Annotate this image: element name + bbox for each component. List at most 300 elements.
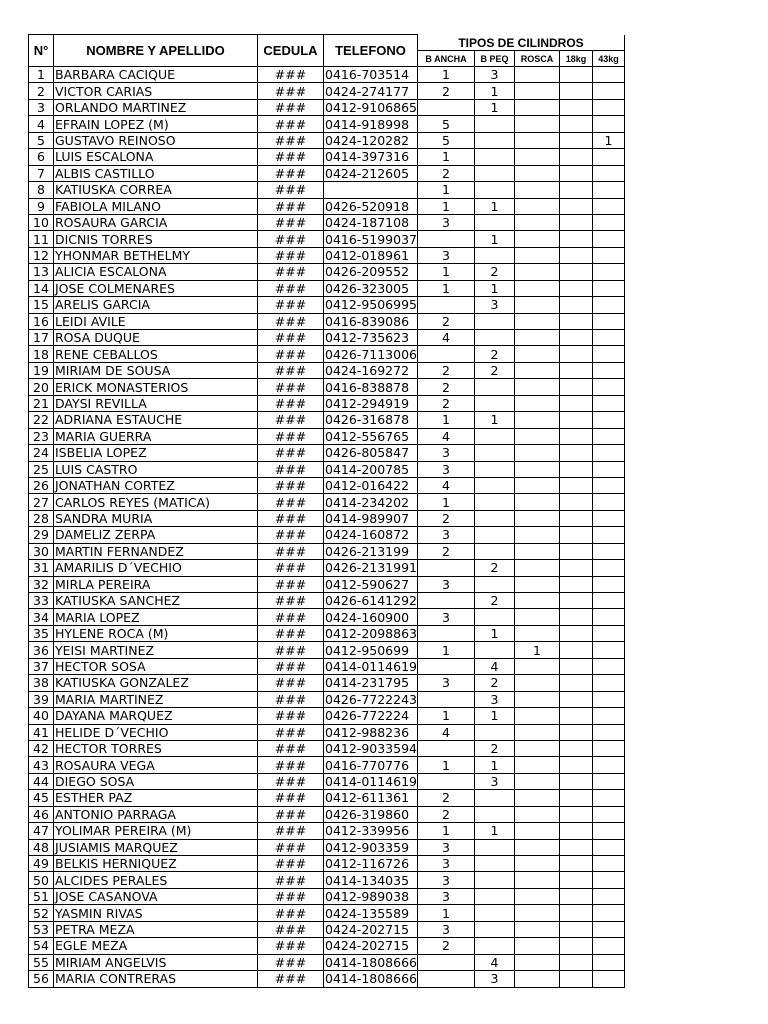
row-number: 27 (29, 494, 54, 510)
row-b-peq (475, 576, 515, 592)
row-cedula: ### (258, 412, 324, 428)
row-18kg (560, 954, 593, 970)
row-rosca (515, 740, 560, 756)
row-43kg (593, 264, 625, 280)
row-number: 32 (29, 576, 54, 592)
row-b-ancha: 2 (418, 379, 475, 395)
row-number: 5 (29, 132, 54, 148)
row-b-peq: 3 (475, 691, 515, 707)
table-row (29, 461, 625, 477)
table-row (29, 708, 625, 724)
row-number: 11 (29, 231, 54, 247)
row-b-peq: 2 (475, 593, 515, 609)
row-b-ancha: 1 (418, 708, 475, 724)
table-row (29, 954, 625, 970)
row-rosca (515, 658, 560, 674)
row-rosca (515, 165, 560, 181)
row-rosca (515, 362, 560, 378)
row-b-ancha (418, 593, 475, 609)
row-43kg (593, 856, 625, 872)
row-cedula: ### (258, 971, 324, 987)
row-number: 42 (29, 740, 54, 756)
table-row (29, 280, 625, 296)
row-cedula: ### (258, 740, 324, 756)
row-telefono: 0412-018961 (324, 247, 418, 263)
row-cedula: ### (258, 708, 324, 724)
table-row (29, 823, 625, 839)
row-b-ancha: 4 (418, 428, 475, 444)
row-telefono: 0426-323005 (324, 280, 418, 296)
table-row (29, 428, 625, 444)
row-rosca (515, 280, 560, 296)
row-name: KATIUSKA SANCHEZ (54, 593, 258, 609)
row-cedula: ### (258, 790, 324, 806)
row-18kg (560, 445, 593, 461)
row-43kg (593, 182, 625, 198)
row-number: 12 (29, 247, 54, 263)
row-rosca (515, 527, 560, 543)
row-number: 4 (29, 116, 54, 132)
row-name: JOSE COLMENARES (54, 280, 258, 296)
row-rosca: 1 (515, 642, 560, 658)
row-43kg (593, 395, 625, 411)
row-name: VICTOR CARIAS (54, 83, 258, 99)
row-telefono: 0414-134035 (324, 872, 418, 888)
row-18kg (560, 297, 593, 313)
row-b-peq (475, 543, 515, 559)
row-b-ancha: 1 (418, 412, 475, 428)
row-telefono: 0412-989038 (324, 888, 418, 904)
row-b-peq: 2 (475, 675, 515, 691)
row-rosca (515, 297, 560, 313)
row-43kg (593, 346, 625, 362)
row-telefono: 0412-016422 (324, 477, 418, 493)
table-row (29, 198, 625, 214)
row-telefono (324, 182, 418, 198)
row-18kg (560, 839, 593, 855)
row-telefono: 0426-520918 (324, 198, 418, 214)
row-number: 7 (29, 165, 54, 181)
row-rosca (515, 872, 560, 888)
table-row (29, 67, 625, 83)
row-rosca (515, 543, 560, 559)
row-43kg (593, 477, 625, 493)
row-b-peq: 3 (475, 773, 515, 789)
row-rosca (515, 724, 560, 740)
table-row (29, 888, 625, 904)
table-row (29, 412, 625, 428)
header-43kg: 43kg (593, 51, 625, 67)
row-number: 18 (29, 346, 54, 362)
row-name: ANTONIO PARRAGA (54, 806, 258, 822)
row-43kg (593, 67, 625, 83)
row-b-peq (475, 921, 515, 937)
table-row (29, 839, 625, 855)
row-b-ancha: 1 (418, 198, 475, 214)
row-b-ancha: 2 (418, 806, 475, 822)
table-row (29, 543, 625, 559)
row-b-ancha (418, 740, 475, 756)
row-rosca (515, 132, 560, 148)
row-name: MARIA MARTINEZ (54, 691, 258, 707)
row-cedula: ### (258, 527, 324, 543)
row-18kg (560, 790, 593, 806)
row-name: LUIS CASTRO (54, 461, 258, 477)
row-name: HELIDE D´VECHIO (54, 724, 258, 740)
table-row (29, 625, 625, 641)
table-row (29, 149, 625, 165)
row-cedula: ### (258, 428, 324, 444)
row-b-ancha: 2 (418, 938, 475, 954)
row-cedula: ### (258, 362, 324, 378)
row-18kg (560, 806, 593, 822)
row-b-peq (475, 856, 515, 872)
row-b-ancha: 3 (418, 461, 475, 477)
row-name: ROSAURA VEGA (54, 757, 258, 773)
row-telefono: 0424-135589 (324, 905, 418, 921)
row-rosca (515, 198, 560, 214)
row-rosca (515, 477, 560, 493)
row-telefono: 0426-7113006 (325, 346, 417, 362)
row-43kg (593, 691, 625, 707)
row-b-peq: 3 (475, 67, 515, 83)
table-row (29, 231, 625, 247)
header-rosca: ROSCA (515, 51, 560, 67)
row-number: 13 (29, 264, 54, 280)
row-18kg (560, 264, 593, 280)
row-b-ancha: 1 (418, 494, 475, 510)
row-43kg (593, 362, 625, 378)
row-b-ancha: 4 (418, 724, 475, 740)
row-number: 28 (29, 510, 54, 526)
row-rosca (515, 560, 560, 576)
row-rosca (515, 264, 560, 280)
row-43kg (593, 905, 625, 921)
row-43kg (593, 379, 625, 395)
table-row (29, 346, 625, 362)
row-name: ALCIDES PERALES (54, 872, 258, 888)
row-cedula: ### (258, 560, 324, 576)
row-b-peq: 4 (475, 658, 515, 674)
table-row (29, 330, 625, 346)
row-18kg (560, 740, 593, 756)
row-18kg (560, 543, 593, 559)
row-b-ancha (418, 231, 475, 247)
row-18kg (560, 412, 593, 428)
row-telefono: 0414-1808666 (325, 971, 417, 987)
row-b-peq: 1 (475, 280, 515, 296)
row-18kg (560, 609, 593, 625)
row-b-peq: 2 (475, 740, 515, 756)
row-18kg (560, 510, 593, 526)
row-number: 56 (29, 971, 54, 987)
row-18kg (560, 773, 593, 789)
row-18kg (560, 494, 593, 510)
row-b-ancha: 1 (418, 67, 475, 83)
row-b-peq (475, 938, 515, 954)
row-b-ancha: 1 (418, 264, 475, 280)
row-number: 21 (29, 395, 54, 411)
row-b-ancha: 3 (418, 445, 475, 461)
row-b-peq: 1 (475, 412, 515, 428)
row-b-peq: 1 (475, 99, 515, 115)
row-18kg (560, 872, 593, 888)
row-name: KATIUSKA CORREA (54, 182, 258, 198)
row-telefono: 0426-7722243 (325, 691, 417, 707)
table-row (29, 642, 625, 658)
row-cedula: ### (258, 67, 324, 83)
row-cedula: ### (258, 675, 324, 691)
row-telefono: 0412-9106865 (325, 100, 417, 116)
row-telefono: 0426-209552 (324, 264, 418, 280)
row-telefono: 0416-703514 (324, 67, 418, 83)
row-43kg (593, 888, 625, 904)
row-b-peq: 2 (475, 346, 515, 362)
row-number: 49 (29, 856, 54, 872)
row-43kg (593, 198, 625, 214)
row-rosca (515, 182, 560, 198)
row-number: 17 (29, 330, 54, 346)
row-telefono: 0416-838878 (324, 379, 418, 395)
row-name: GUSTAVO REINOSO (54, 132, 258, 148)
row-b-ancha: 2 (418, 510, 475, 526)
table-row (29, 83, 625, 99)
row-b-ancha: 1 (418, 642, 475, 658)
row-b-ancha: 2 (418, 313, 475, 329)
row-telefono: 0414-200785 (324, 461, 418, 477)
row-43kg (593, 412, 625, 428)
row-name: EGLE MEZA (54, 938, 258, 954)
table-row (29, 264, 625, 280)
row-b-ancha: 2 (418, 543, 475, 559)
row-b-ancha: 3 (418, 214, 475, 230)
row-telefono: 0412-339956 (324, 823, 418, 839)
row-name: LEIDI AVILE (54, 313, 258, 329)
row-b-ancha: 3 (418, 675, 475, 691)
row-name: MARIA CONTRERAS (54, 971, 258, 987)
row-name: YOLIMAR PEREIRA (M) (54, 823, 258, 839)
row-43kg (593, 231, 625, 247)
row-b-ancha: 4 (418, 330, 475, 346)
row-name: ESTHER PAZ (54, 790, 258, 806)
row-rosca (515, 757, 560, 773)
row-18kg (560, 527, 593, 543)
row-b-ancha (418, 625, 475, 641)
row-b-peq (475, 790, 515, 806)
row-18kg (560, 165, 593, 181)
row-b-ancha: 3 (418, 856, 475, 872)
row-18kg (560, 198, 593, 214)
row-telefono: 0424-169272 (324, 362, 418, 378)
row-43kg (593, 297, 625, 313)
row-18kg (560, 921, 593, 937)
row-number: 45 (29, 790, 54, 806)
table-row (29, 593, 625, 609)
row-b-peq (475, 872, 515, 888)
row-b-ancha (418, 560, 475, 576)
row-cedula: ### (258, 346, 324, 362)
table-row (29, 477, 625, 493)
row-18kg (560, 905, 593, 921)
row-b-ancha: 3 (418, 888, 475, 904)
row-telefono: 0414-397316 (324, 149, 418, 165)
row-rosca (515, 593, 560, 609)
row-number: 48 (29, 839, 54, 855)
row-b-peq (475, 149, 515, 165)
row-number: 52 (29, 905, 54, 921)
row-name: DIEGO SOSA (54, 773, 258, 789)
row-number: 55 (29, 954, 54, 970)
row-telefono: 0412-590627 (324, 576, 418, 592)
row-number: 41 (29, 724, 54, 740)
row-b-ancha (418, 773, 475, 789)
row-rosca (515, 790, 560, 806)
row-cedula: ### (258, 445, 324, 461)
header-b-peq: B PEQ (475, 51, 515, 67)
row-rosca (515, 494, 560, 510)
row-18kg (560, 642, 593, 658)
row-b-ancha: 3 (418, 527, 475, 543)
row-43kg (593, 642, 625, 658)
row-b-ancha: 3 (418, 872, 475, 888)
row-rosca (515, 67, 560, 83)
row-43kg (593, 740, 625, 756)
row-43kg (593, 214, 625, 230)
row-rosca (515, 625, 560, 641)
row-43kg (593, 330, 625, 346)
row-cedula: ### (258, 477, 324, 493)
row-name: LUIS ESCALONA (54, 149, 258, 165)
row-cedula: ### (258, 330, 324, 346)
row-18kg (560, 149, 593, 165)
table-row (29, 971, 625, 987)
row-b-ancha: 2 (418, 790, 475, 806)
row-43kg (593, 576, 625, 592)
table-row (29, 576, 625, 592)
row-cedula: ### (258, 280, 324, 296)
row-cedula: ### (258, 116, 324, 132)
row-telefono: 0412-9506995 (325, 297, 417, 313)
row-rosca (515, 691, 560, 707)
row-18kg (560, 379, 593, 395)
row-b-peq: 2 (475, 362, 515, 378)
row-name: HYLENE ROCA (M) (54, 625, 258, 641)
row-name: YHONMAR BETHELMY (54, 247, 258, 263)
row-b-ancha: 3 (418, 247, 475, 263)
row-18kg (560, 724, 593, 740)
row-18kg (560, 313, 593, 329)
table-row (29, 165, 625, 181)
row-name: HECTOR SOSA (54, 658, 258, 674)
row-name: JONATHAN CORTEZ (54, 477, 258, 493)
row-rosca (515, 888, 560, 904)
row-b-peq (475, 428, 515, 444)
row-43kg (593, 954, 625, 970)
row-rosca (515, 412, 560, 428)
row-cedula: ### (258, 99, 324, 115)
row-43kg (593, 839, 625, 855)
row-cedula: ### (258, 773, 324, 789)
row-b-peq: 1 (475, 625, 515, 641)
row-name: DAMELIZ ZERPA (54, 527, 258, 543)
row-telefono: 0426-805847 (324, 445, 418, 461)
row-18kg (560, 691, 593, 707)
row-name: ORLANDO MARTINEZ (54, 99, 258, 115)
row-telefono: 0412-950699 (324, 642, 418, 658)
row-rosca (515, 214, 560, 230)
row-18kg (560, 823, 593, 839)
row-name: BELKIS HERNIQUEZ (54, 856, 258, 872)
row-telefono: 0414-0114619 (325, 774, 417, 790)
row-43kg: 1 (593, 132, 625, 148)
row-43kg (593, 773, 625, 789)
row-rosca (515, 806, 560, 822)
row-cedula: ### (258, 149, 324, 165)
row-number: 30 (29, 543, 54, 559)
row-b-ancha: 5 (418, 132, 475, 148)
table-row (29, 379, 625, 395)
row-43kg (593, 543, 625, 559)
row-cedula: ### (258, 839, 324, 855)
row-cedula: ### (258, 905, 324, 921)
row-rosca (515, 116, 560, 132)
row-number: 29 (29, 527, 54, 543)
row-43kg (593, 247, 625, 263)
row-18kg (560, 330, 593, 346)
row-18kg (560, 395, 593, 411)
row-telefono: 0414-0114619 (325, 658, 417, 674)
row-cedula: ### (258, 264, 324, 280)
row-cedula: ### (258, 543, 324, 559)
row-name: RENE CEBALLOS (54, 346, 258, 362)
row-b-ancha: 2 (418, 395, 475, 411)
row-43kg (593, 116, 625, 132)
table-row (29, 905, 625, 921)
row-43kg (593, 806, 625, 822)
row-rosca (515, 99, 560, 115)
row-43kg (593, 313, 625, 329)
row-telefono: 0414-918998 (324, 116, 418, 132)
row-rosca (515, 773, 560, 789)
row-b-ancha: 3 (418, 576, 475, 592)
row-18kg (560, 971, 593, 987)
row-43kg (593, 823, 625, 839)
row-43kg (593, 675, 625, 691)
table-row (29, 445, 625, 461)
table-row (29, 806, 625, 822)
row-18kg (560, 938, 593, 954)
row-name: ISBELIA LOPEZ (54, 445, 258, 461)
row-name: YEISI MARTINEZ (54, 642, 258, 658)
row-b-ancha: 1 (418, 905, 475, 921)
row-18kg (560, 675, 593, 691)
row-b-peq (475, 527, 515, 543)
row-number: 31 (29, 560, 54, 576)
row-name: DICNIS TORRES (54, 231, 258, 247)
row-name: ROSA DUQUE (54, 330, 258, 346)
row-b-peq (475, 313, 515, 329)
row-cedula: ### (258, 806, 324, 822)
row-18kg (560, 362, 593, 378)
row-name: ROSAURA GARCIA (54, 214, 258, 230)
row-43kg (593, 165, 625, 181)
row-number: 25 (29, 461, 54, 477)
row-cedula: ### (258, 724, 324, 740)
row-b-peq: 2 (475, 264, 515, 280)
row-name: BARBARA CACIQUE (54, 67, 258, 83)
row-cedula: ### (258, 297, 324, 313)
row-43kg (593, 461, 625, 477)
